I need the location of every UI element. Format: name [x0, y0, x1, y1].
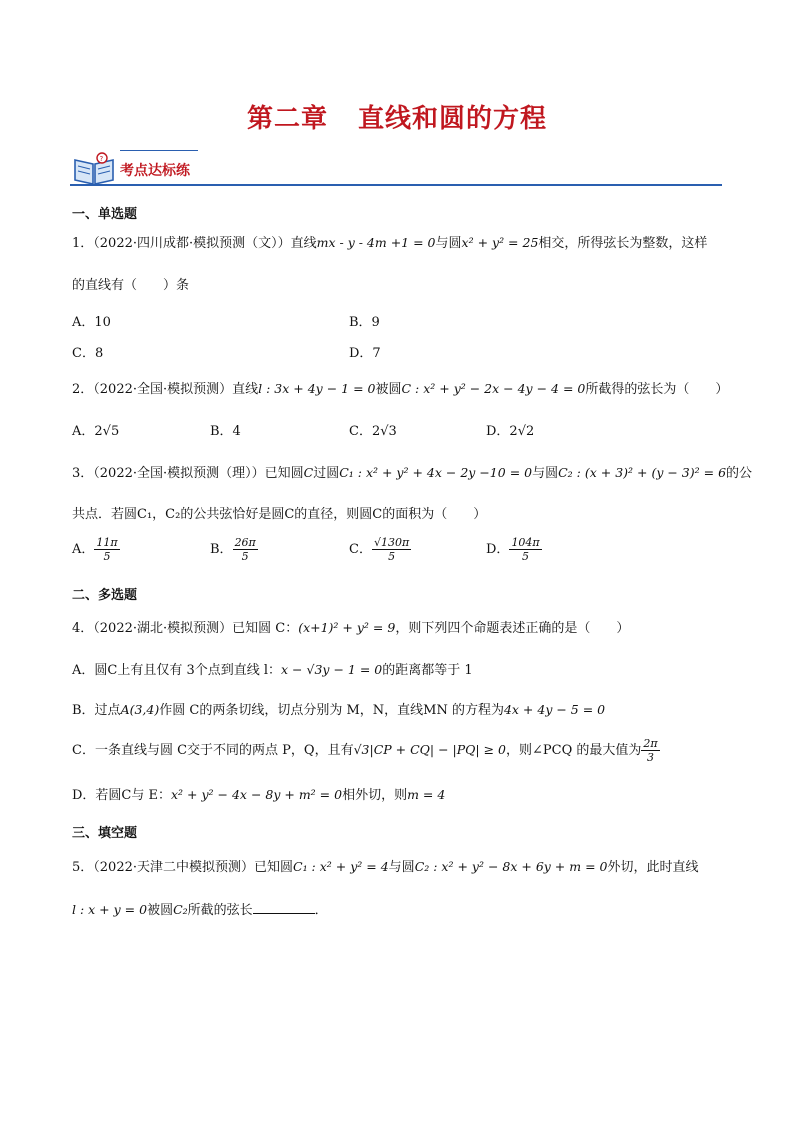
q1-line2: 的直线有（ ）条: [72, 278, 190, 293]
q4-option-d: D．若圆C与 E：x² + y² − 4x − 8y + m² = 0相外切，则m = 4: [72, 787, 446, 803]
q2-option-a: A．2√5: [72, 424, 120, 439]
banner-rule: [70, 184, 722, 186]
q4-option-a: A．圆C上有且仅有 3个点到直线 l：x − √3y − 1 = 0的距离都等于 1: [72, 662, 473, 678]
svg-text:?: ?: [99, 155, 104, 163]
q3-option-c: C． $\frac{√130\pi}{5}$: [349, 536, 410, 563]
q3-option-d: D． $\frac{104\pi}{5}$: [486, 536, 540, 563]
q1-option-a: A．10: [72, 315, 111, 330]
q3-line2: 共点．若圆C₁，C₂的公共弦恰好是圆C的直径，则圆C的面积为（ ）: [72, 507, 487, 522]
section-multi-choice: 二、多选题: [72, 588, 138, 603]
q5-line1: 5．（2022·天津二中模拟预测）已知圆C₁ : x² + y² = 4与圆C₂ : x² + y² − 8x + 6y + m = 0外切，此时直线: [72, 859, 699, 875]
chapter-name: 直线和圆的方程: [358, 104, 548, 134]
q1-option-d: D．7: [349, 346, 381, 361]
book-icon: [72, 152, 116, 186]
q2-stem: 2．（2022·全国·模拟预测）直线l : 3x + 4y − 1 = 0被圆C : x² + y² − 2x − 4y − 4 = 0所截得的弦长为（ ）: [72, 381, 729, 397]
banner-label: 考点达标练: [120, 163, 190, 179]
chapter-number: 第二章: [246, 104, 328, 134]
banner-topline: [120, 150, 198, 151]
q3-option-a: A． $\frac{11\pi}{5}$: [72, 536, 118, 563]
section-single-choice: 一、单选题: [72, 207, 138, 222]
q3-option-b: B． $\frac{26\pi}{5}$: [210, 536, 256, 563]
q4-option-c: C．一条直线与圆 C交于不同的两点 P，Q，且有√3|CP + CQ| − |PQ| ≥ 0，则∠PCQ 的最大值为 $\frac{2\pi}{3}$: [72, 737, 658, 764]
q4-stem: 4．（2022·湖北·模拟预测）已知圆 C：(x+1)² + y² = 9，则下列四个命题表述正确的是（ ）: [72, 620, 630, 636]
q1-line1: 1．（2022·四川成都·模拟预测（文））直线mx - y - 4m +1 = 0与圆x² + y² = 25相交，所得弦长为整数，这样: [72, 235, 708, 251]
q5-line2: l : x + y = 0被圆C₂所截的弦长 ．: [72, 902, 328, 918]
q2-option-d: D．2√2: [486, 424, 535, 439]
section-banner: [70, 148, 722, 188]
q2-option-c: C．2√3: [349, 424, 397, 439]
q4-option-b: B．过点A(3,4)作圆 C的两条切线，切点分别为 M，N，直线MN 的方程为4x + 4y − 5 = 0: [72, 702, 606, 718]
q2-option-b: B．4: [210, 424, 241, 439]
section-fill-blank: 三、填空题: [72, 826, 138, 841]
q3-line1: 3．（2022·全国·模拟预测（理））已知圆C过圆C₁ : x² + y² + 4x − 2y −10 = 0与圆C₂ : (x + 3)² + (y − 3)² = 6的公: [72, 465, 753, 481]
q1-option-c: C．8: [72, 346, 104, 361]
q1-option-b: B．9: [349, 315, 380, 330]
answer-blank[interactable]: [253, 901, 315, 914]
page-title: [0, 98, 794, 135]
